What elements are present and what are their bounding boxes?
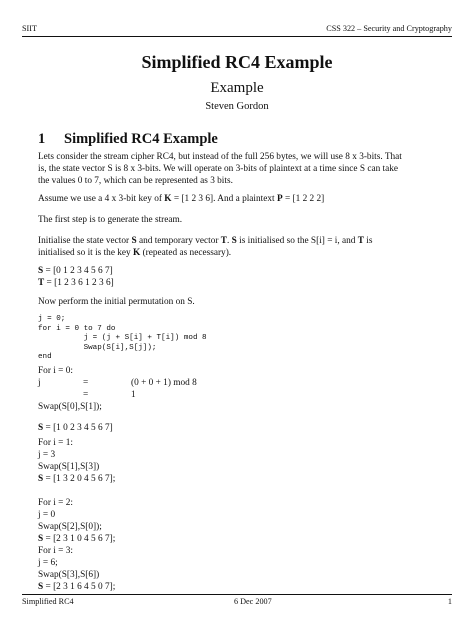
j-label: j	[38, 378, 41, 388]
key-symbol: K	[164, 194, 172, 204]
intro-line-2: is, the state vector S is 8 x 3-bits. We will operate on 3-bits of plaintext at a time since S can take	[38, 164, 399, 174]
j-expression: (0 + 0 + 1) mod 8	[131, 378, 197, 388]
text-run: is initialised so the S[i] = i, and	[236, 236, 358, 246]
header-right: CSS 322 – Security and Cryptography	[326, 24, 452, 33]
state-value: = [2 3 1 6 4 5 0 7];	[43, 582, 116, 592]
step-heading: For i = 3:	[38, 546, 73, 556]
step-state	[38, 581, 438, 593]
step-i1	[38, 437, 438, 485]
code-block: j = 0; for i = 0 to 7 do j = (j + S[i] + T[i]) mod 8 Swap(S[i],S[j]); end	[38, 315, 207, 361]
text-run: = [1 2 3 6]. And a plaintext	[171, 194, 277, 204]
step-j: j = 6;	[38, 558, 58, 568]
step-j: j = 0	[38, 510, 56, 520]
step-state	[38, 533, 438, 545]
section-title: Simplified RC4 Example	[64, 131, 218, 147]
state-symbol: S	[38, 582, 44, 592]
footer-left: Simplified RC4	[22, 597, 74, 606]
text-run: is	[363, 236, 373, 246]
equals-sign: =	[83, 390, 89, 400]
step-swap: Swap(S[2],S[0]);	[38, 522, 102, 532]
document-subtitle: Example	[210, 80, 264, 96]
j-result: 1	[131, 390, 136, 400]
s-initial	[38, 265, 438, 277]
state-symbol: S	[38, 534, 44, 544]
header-left: SIIT	[22, 24, 38, 33]
equals-sign: =	[83, 378, 89, 388]
step-state	[38, 422, 113, 434]
paragraph-generate: The first step is to generate the stream.	[38, 215, 183, 225]
paragraph-initialise	[38, 235, 438, 259]
step-j: j = 3	[38, 450, 56, 460]
plaintext-symbol: P	[276, 194, 283, 204]
t-initial	[38, 277, 438, 289]
step-state	[38, 473, 438, 485]
key-symbol: K	[133, 248, 141, 258]
paragraph-key-plaintext	[38, 193, 438, 205]
initialise-line-2	[38, 247, 438, 259]
step-swap: Swap(S[0],S[1]);	[38, 402, 102, 412]
step-j-line-2	[38, 389, 338, 401]
text-run: and temporary vector	[136, 236, 221, 246]
step-swap: Swap(S[1],S[3])	[38, 462, 100, 472]
step-heading: For i = 2:	[38, 498, 73, 508]
text-run: initialised so it is the key	[38, 248, 134, 258]
text-run: (repeated as necessary).	[140, 248, 232, 258]
document-title: Simplified RC4 Example	[141, 52, 333, 72]
section-heading	[38, 131, 218, 148]
page-number: 1	[447, 597, 452, 606]
state-value: = [0 1 2 3 4 5 6 7]	[43, 266, 113, 276]
footer-date: 6 Dec 2007	[234, 597, 272, 606]
temp-value: = [1 2 3 6 1 2 3 6]	[44, 278, 114, 288]
footer-rule	[22, 594, 452, 595]
header-rule	[22, 36, 452, 37]
initialise-line-1	[38, 235, 438, 247]
temp-symbol: T	[220, 236, 227, 246]
paragraph-permutation: Now perform the initial permutation on S.	[38, 297, 195, 307]
state-value: = [1 0 2 3 4 5 6 7]	[43, 423, 113, 433]
text-run: .	[226, 236, 232, 246]
intro-line-3: the values 0 to 7, which can be represented as 3 bits.	[38, 176, 233, 186]
state-symbol: S	[38, 423, 44, 433]
section-number: 1	[38, 131, 46, 147]
state-value: = [1 3 2 0 4 5 6 7];	[43, 474, 116, 484]
step-i3	[38, 545, 438, 593]
step-swap: Swap(S[3],S[6])	[38, 570, 100, 580]
document-author: Steven Gordon	[205, 101, 269, 112]
temp-symbol: T	[38, 278, 45, 288]
text-run: Initialise the state vector	[38, 236, 132, 246]
temp-symbol: T	[357, 236, 364, 246]
step-heading: For i = 0:	[38, 366, 73, 376]
state-value: = [2 3 1 0 4 5 6 7];	[43, 534, 116, 544]
state-symbol: S	[38, 474, 44, 484]
text-run: Assume we use a 4 x 3-bit key of	[38, 194, 165, 204]
step-j-line-1	[38, 377, 338, 389]
step-heading: For i = 1:	[38, 438, 73, 448]
paragraph-intro	[38, 151, 438, 187]
state-symbol: S	[231, 236, 237, 246]
intro-line-1: Lets consider the stream cipher RC4, but instead of the full 256 bytes, we will use 8 x 3-bits. That	[38, 152, 402, 162]
step-i2	[38, 497, 438, 545]
state-symbol: S	[131, 236, 137, 246]
state-symbol: S	[38, 266, 44, 276]
initial-vectors	[38, 265, 438, 289]
text-run: = [1 2 2 2]	[282, 194, 325, 204]
